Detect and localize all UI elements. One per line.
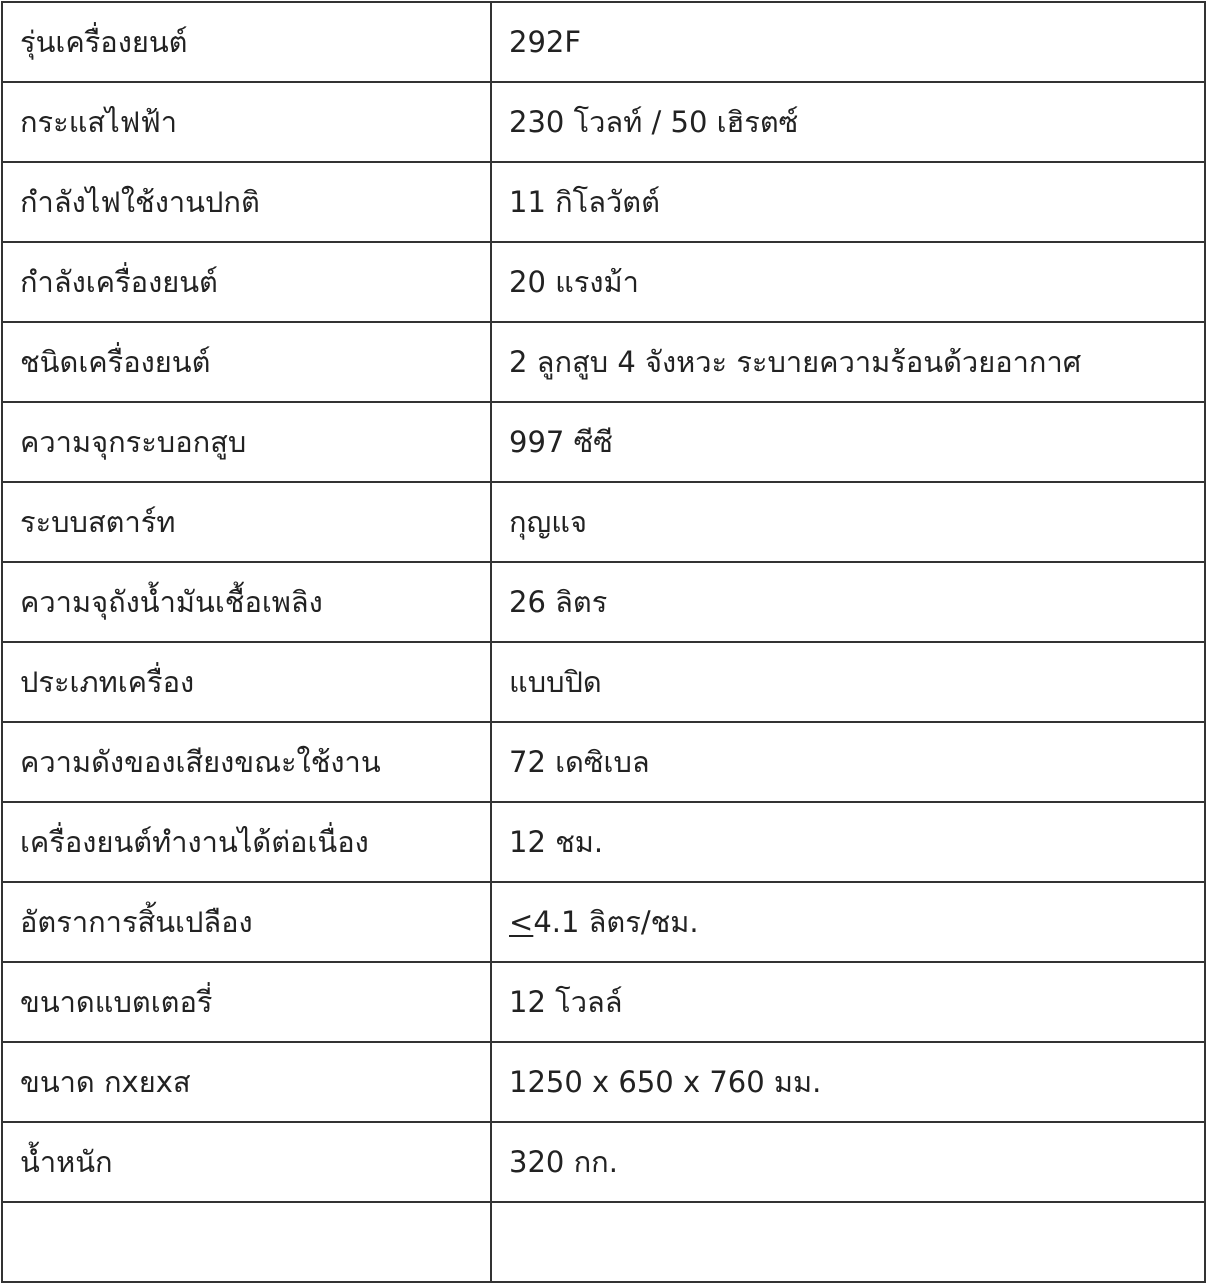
table-row — [2, 82, 1205, 162]
table-row — [2, 722, 1205, 802]
spec-value: 4.1 ลิตร/ชม. — [533, 905, 699, 939]
table-row — [2, 482, 1205, 562]
spec-value: แบบปิด — [491, 642, 1205, 722]
spec-value: 12 โวลล์ — [491, 962, 1205, 1042]
spec-label: เครื่องยนต์ทำงานได้ต่อเนื่อง — [2, 802, 491, 882]
spec-label: น้ำหนัก — [2, 1122, 491, 1202]
table-row — [2, 1122, 1205, 1202]
table-row — [2, 2, 1205, 82]
spec-value: กุญแจ — [491, 482, 1205, 562]
spec-value: 2 ลูกสูบ 4 จังหวะ ระบายความร้อนด้วยอากาศ — [491, 322, 1205, 402]
table-row — [2, 1202, 1205, 1282]
table-row — [2, 402, 1205, 482]
less-than-or-equal-sign: < — [509, 905, 534, 939]
spec-label: ความจุกระบอกสูบ — [2, 402, 491, 482]
spec-label: ความดังของเสียงขณะใช้งาน — [2, 722, 491, 802]
spec-label: ขนาด กxยxส — [2, 1042, 491, 1122]
table-row — [2, 562, 1205, 642]
spec-label: ระบบสตาร์ท — [2, 482, 491, 562]
spec-value: 230 โวลท์ / 50 เฮิรตซ์ — [491, 82, 1205, 162]
spec-label: ประเภทเครื่อง — [2, 642, 491, 722]
spec-value: 11 กิโลวัตต์ — [491, 162, 1205, 242]
spec-label: กระแสไฟฟ้า — [2, 82, 491, 162]
table-row — [2, 242, 1205, 322]
spec-value — [491, 1202, 1205, 1282]
table-row — [2, 1042, 1205, 1122]
spec-label: รุ่นเครื่องยนต์ — [2, 2, 491, 82]
table-row — [2, 802, 1205, 882]
spec-value: 997 ซีซี — [491, 402, 1205, 482]
spec-label: อัตราการสิ้นเปลือง — [2, 882, 491, 962]
spec-value: 292F — [491, 2, 1205, 82]
spec-label: ขนาดแบตเตอรี่ — [2, 962, 491, 1042]
spec-value: 26 ลิตร — [491, 562, 1205, 642]
table-row — [2, 322, 1205, 402]
spec-value: 12 ชม. — [491, 802, 1205, 882]
spec-label: ชนิดเครื่องยนต์ — [2, 322, 491, 402]
table-row — [2, 882, 1205, 962]
spec-value-cell — [491, 882, 1205, 962]
spec-label: กำลังไฟใช้งานปกติ — [2, 162, 491, 242]
spec-table — [1, 1, 1206, 1283]
table-row — [2, 642, 1205, 722]
spec-label: ความจุถังน้ำมันเชื้อเพลิง — [2, 562, 491, 642]
spec-label: กำลังเครื่องยนต์ — [2, 242, 491, 322]
spec-value: 20 แรงม้า — [491, 242, 1205, 322]
spec-value: 72 เดซิเบล — [491, 722, 1205, 802]
spec-value: 320 กก. — [491, 1122, 1205, 1202]
table-row — [2, 962, 1205, 1042]
spec-label — [2, 1202, 491, 1282]
spec-value: 1250 x 650 x 760 มม. — [491, 1042, 1205, 1122]
table-row — [2, 162, 1205, 242]
